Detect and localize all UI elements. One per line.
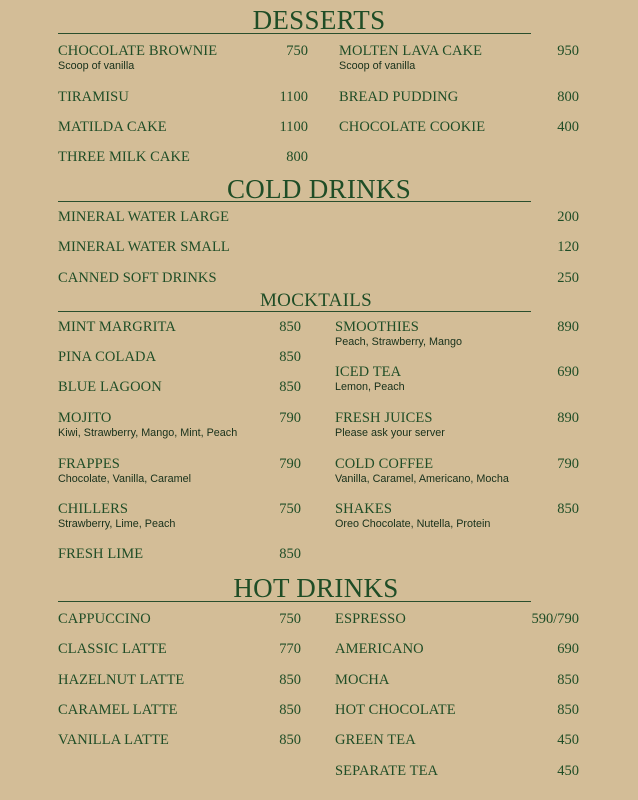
mocktails-rule xyxy=(58,311,531,312)
menu-item xyxy=(58,149,308,166)
item-name: MATILDA CAKE xyxy=(58,119,167,135)
item-price: 120 xyxy=(557,239,579,255)
item-name: CAPPUCCINO xyxy=(58,611,151,627)
item-name: MOCHA xyxy=(335,672,390,688)
item-price: 850 xyxy=(279,702,301,718)
item-price: 890 xyxy=(557,410,579,426)
item-price: 850 xyxy=(279,349,301,365)
menu-item xyxy=(58,89,308,106)
menu-item xyxy=(335,501,579,535)
menu-item xyxy=(58,270,579,287)
menu-item xyxy=(335,672,579,689)
menu-item xyxy=(58,319,301,336)
item-price: 800 xyxy=(286,149,308,165)
item-price: 690 xyxy=(557,364,579,380)
hot-drinks-rule xyxy=(58,601,531,602)
menu-item xyxy=(58,702,301,719)
item-price: 890 xyxy=(557,319,579,335)
item-price: 450 xyxy=(557,763,579,779)
item-price: 950 xyxy=(557,43,579,59)
item-price: 850 xyxy=(279,546,301,562)
item-name: VANILLA LATTE xyxy=(58,732,169,748)
menu-item xyxy=(58,239,579,256)
item-price: 850 xyxy=(557,672,579,688)
item-name: CHILLERS xyxy=(58,501,129,517)
menu-item xyxy=(58,641,301,658)
menu-item xyxy=(339,43,579,77)
menu-item xyxy=(58,43,308,77)
item-price: 850 xyxy=(279,319,301,335)
item-name: CANNED SOFT DRINKS xyxy=(58,270,217,286)
item-price: 790 xyxy=(279,456,301,472)
item-name: MINERAL WATER LARGE xyxy=(58,209,230,225)
item-name: CARAMEL LATTE xyxy=(58,702,178,718)
desserts-rule xyxy=(58,33,531,34)
item-name: MINT MARGRITA xyxy=(58,319,176,335)
menu-item xyxy=(58,456,301,490)
menu-item xyxy=(58,119,308,136)
item-name: MOJITO xyxy=(58,410,112,426)
menu-item xyxy=(335,763,579,780)
desserts-title: DESSERTS xyxy=(252,5,386,35)
item-price: 690 xyxy=(557,641,579,657)
item-description: Peach, Strawberry, Mango xyxy=(335,336,463,348)
item-name: CHOCOLATE COOKIE xyxy=(339,119,486,135)
item-description: Scoop of vanilla xyxy=(339,60,416,72)
item-description: Strawberry, Lime, Peach xyxy=(58,518,176,530)
item-price: 750 xyxy=(286,43,308,59)
item-description: Lemon, Peach xyxy=(335,381,405,393)
item-name: HOT CHOCOLATE xyxy=(335,702,456,718)
item-name: CHOCOLATE BROWNIE xyxy=(58,43,218,59)
item-name: FRESH LIME xyxy=(58,546,144,562)
item-name: BLUE LAGOON xyxy=(58,379,162,395)
item-price: 450 xyxy=(557,732,579,748)
menu-item xyxy=(58,410,301,444)
menu-item xyxy=(339,89,579,106)
menu-item xyxy=(335,732,579,749)
item-price: 850 xyxy=(279,379,301,395)
item-price: 850 xyxy=(557,501,579,517)
item-name: MOLTEN LAVA CAKE xyxy=(339,43,483,59)
menu-item xyxy=(339,119,579,136)
menu-item xyxy=(335,410,579,444)
item-name: GREEN TEA xyxy=(335,732,416,748)
menu-item xyxy=(58,732,301,749)
item-name: PINA COLADA xyxy=(58,349,157,365)
mocktails-title: MOCKTAILS xyxy=(259,290,372,311)
menu-item xyxy=(335,319,579,353)
item-price: 750 xyxy=(279,501,301,517)
item-price: 850 xyxy=(557,702,579,718)
item-price: 770 xyxy=(279,641,301,657)
item-name: COLD COFFEE xyxy=(335,456,434,472)
menu-item xyxy=(58,379,301,396)
menu-item xyxy=(335,611,579,628)
cold-drinks-rule xyxy=(58,201,531,202)
item-price: 400 xyxy=(557,119,579,135)
cold-drinks-title: COLD DRINKS xyxy=(226,174,412,204)
menu-item xyxy=(58,546,301,563)
item-name: CLASSIC LATTE xyxy=(58,641,167,657)
item-name: SMOOTHIES xyxy=(335,319,419,335)
item-price: 1100 xyxy=(279,119,308,135)
item-name: ICED TEA xyxy=(335,364,402,380)
menu-item xyxy=(335,641,579,658)
menu-item xyxy=(335,364,579,398)
menu-item xyxy=(58,209,579,226)
item-price: 590/790 xyxy=(531,611,579,627)
item-description: Oreo Chocolate, Nutella, Protein xyxy=(335,518,491,530)
item-price: 1100 xyxy=(279,89,308,105)
item-name: THREE MILK CAKE xyxy=(58,149,190,165)
menu-item xyxy=(58,501,301,535)
item-description: Kiwi, Strawberry, Mango, Mint, Peach xyxy=(58,427,238,439)
item-name: SHAKES xyxy=(335,501,392,517)
item-price: 800 xyxy=(557,89,579,105)
menu-item xyxy=(58,611,301,628)
item-name: BREAD PUDDING xyxy=(339,89,459,105)
hot-drinks-title: HOT DRINKS xyxy=(233,573,399,603)
item-name: FRESH JUICES xyxy=(335,410,433,426)
item-price: 200 xyxy=(557,209,579,225)
item-name: TIRAMISU xyxy=(58,89,129,105)
menu-item xyxy=(335,456,579,490)
item-name: HAZELNUT LATTE xyxy=(58,672,185,688)
item-description: Chocolate, Vanilla, Caramel xyxy=(58,473,192,485)
item-price: 850 xyxy=(279,672,301,688)
item-name: AMERICANO xyxy=(335,641,424,657)
item-name: ESPRESSO xyxy=(335,611,406,627)
item-name: MINERAL WATER SMALL xyxy=(58,239,230,255)
item-name: FRAPPES xyxy=(58,456,120,472)
menu-item xyxy=(58,672,301,689)
menu-item xyxy=(58,349,301,366)
item-price: 790 xyxy=(279,410,301,426)
item-description: Vanilla, Caramel, Americano, Mocha xyxy=(335,473,509,485)
item-description: Please ask your server xyxy=(335,427,445,439)
item-price: 750 xyxy=(279,611,301,627)
item-price: 250 xyxy=(557,270,579,286)
item-price: 850 xyxy=(279,732,301,748)
menu-item xyxy=(335,702,579,719)
item-price: 790 xyxy=(557,456,579,472)
item-description: Scoop of vanilla xyxy=(58,60,135,72)
item-name: SEPARATE TEA xyxy=(335,763,439,779)
